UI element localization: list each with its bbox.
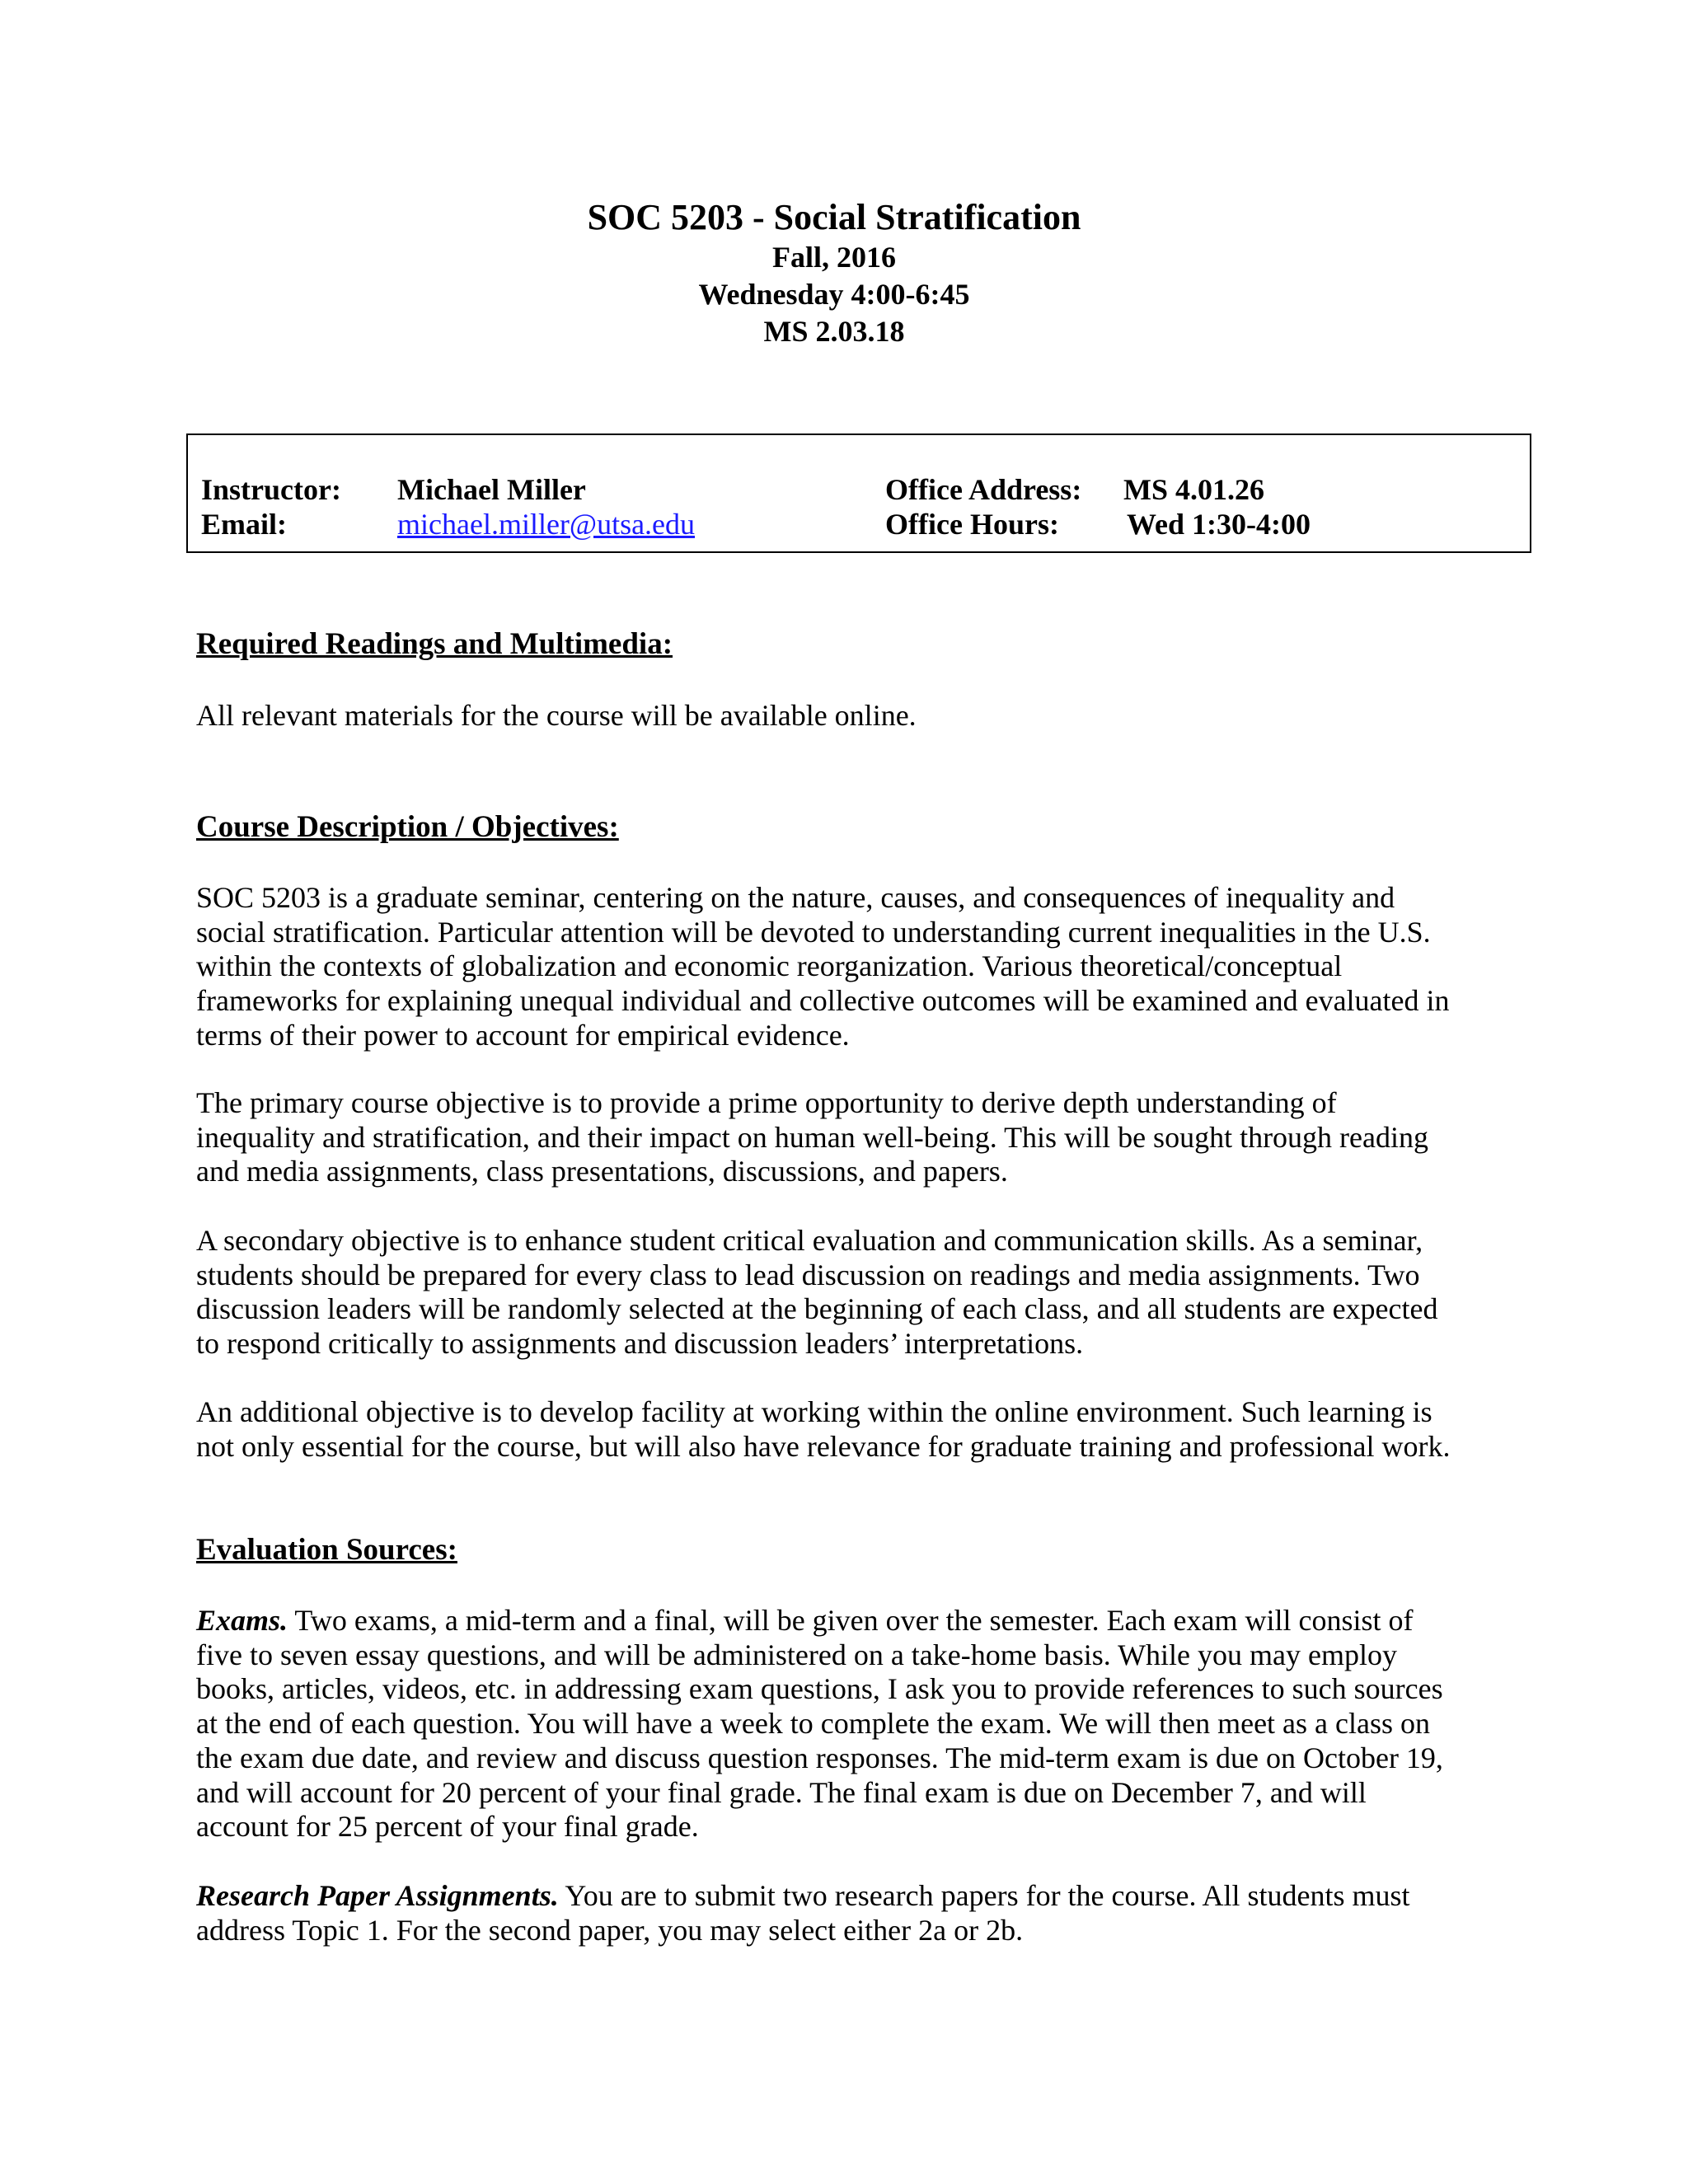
text-line: books, articles, videos, etc. in addressing exam questions, I ask you to provide references to such sources bbox=[196, 1672, 1443, 1706]
text-line: frameworks for explaining unequal individual and collective outcomes will be examined and evaluated in bbox=[196, 984, 1450, 1018]
email-label: Email: bbox=[201, 508, 287, 541]
text-line: account for 25 percent of your final grade. bbox=[196, 1810, 699, 1844]
info-row-instructor bbox=[188, 472, 1530, 507]
course-term: Fall, 2016 bbox=[772, 241, 896, 274]
text-line bbox=[196, 1879, 1498, 1914]
research-paragraph bbox=[196, 1879, 1498, 1947]
text-line: The primary course objective is to provide a prime opportunity to derive depth understanding of bbox=[196, 1086, 1337, 1119]
instructor-info-box bbox=[186, 434, 1531, 553]
text-line: SOC 5203 is a graduate seminar, centering on the nature, causes, and consequences of inequality and bbox=[196, 881, 1395, 914]
office-hours-label: Office Hours: bbox=[885, 508, 1059, 541]
office-hours-value: Wed 1:30-4:00 bbox=[1127, 508, 1311, 541]
description-section bbox=[196, 809, 1498, 846]
instructor-name: Michael Miller bbox=[397, 473, 586, 506]
readings-section bbox=[196, 626, 1498, 663]
exams-first-line: Two exams, a mid-term and a final, will be given over the semester. Each exam will consist of bbox=[288, 1604, 1414, 1637]
research-first-line: You are to submit two research papers for the course. All students must bbox=[558, 1879, 1410, 1912]
course-schedule: Wednesday 4:00-6:45 bbox=[698, 278, 970, 311]
readings-text: All relevant materials for the course will be available online. bbox=[196, 699, 917, 732]
exams-paragraph bbox=[196, 1604, 1498, 1844]
office-address-value: MS 4.01.26 bbox=[1123, 473, 1264, 506]
description-paragraph-3 bbox=[196, 1224, 1498, 1361]
text-line: terms of their power to account for empirical evidence. bbox=[196, 1018, 850, 1052]
text-line: not only essential for the course, but will also have relevance for graduate training and professional work. bbox=[196, 1429, 1451, 1463]
info-row-email bbox=[188, 507, 1530, 541]
email-link[interactable]: michael.miller@utsa.edu bbox=[397, 508, 696, 541]
description-heading: Course Description / Objectives: bbox=[196, 810, 619, 844]
exams-lead: Exams. bbox=[196, 1604, 288, 1637]
research-lead: Research Paper Assignments. bbox=[196, 1879, 559, 1912]
text-line bbox=[196, 1604, 1498, 1638]
course-header bbox=[0, 196, 1668, 350]
text-line: five to seven essay questions, and will be administered on a take-home basis. While you may employ bbox=[196, 1638, 1397, 1671]
course-title: SOC 5203 - Social Stratification bbox=[587, 197, 1081, 237]
description-paragraph-4 bbox=[196, 1395, 1498, 1464]
text-line: social stratification. Particular attention will be devoted to understanding current inequalities in the U.S. bbox=[196, 915, 1431, 949]
description-paragraph-1 bbox=[196, 881, 1498, 1053]
office-address-label: Office Address: bbox=[885, 473, 1082, 506]
text-line: students should be prepared for every class to lead discussion on readings and media assignments. Two bbox=[196, 1258, 1420, 1291]
evaluation-section bbox=[196, 1532, 1498, 1568]
description-paragraph-2 bbox=[196, 1086, 1498, 1189]
text-line: the exam due date, and review and discuss question responses. The mid-term exam is due on October 19, bbox=[196, 1741, 1443, 1774]
evaluation-heading: Evaluation Sources: bbox=[196, 1533, 457, 1567]
instructor-label: Instructor: bbox=[201, 473, 341, 506]
text-line: address Topic 1. For the second paper, you may select either 2a or 2b. bbox=[196, 1913, 1024, 1947]
text-line: and media assignments, class presentations, discussions, and papers. bbox=[196, 1155, 1008, 1188]
course-room: MS 2.03.18 bbox=[763, 315, 905, 348]
text-line: A secondary objective is to enhance student critical evaluation and communication skills. As a seminar, bbox=[196, 1224, 1423, 1257]
readings-heading: Required Readings and Multimedia: bbox=[196, 627, 673, 661]
text-line: inequality and stratification, and their impact on human well-being. This will be sought through reading bbox=[196, 1120, 1429, 1154]
text-line: within the contexts of globalization and economic reorganization. Various theoretical/conceptual bbox=[196, 949, 1343, 983]
readings-body bbox=[196, 699, 1498, 733]
text-line: to respond critically to assignments and discussion leaders’ interpretations. bbox=[196, 1327, 1084, 1361]
text-line: discussion leaders will be randomly selected at the beginning of each class, and all students are expected bbox=[196, 1292, 1438, 1326]
text-line: at the end of each question. You will have a week to complete the exam. We will then meet as a class on bbox=[196, 1707, 1431, 1741]
text-line: An additional objective is to develop facility at working within the online environment. Such learning is bbox=[196, 1395, 1432, 1428]
text-line: and will account for 20 percent of your final grade. The final exam is due on December 7, and will bbox=[196, 1775, 1367, 1809]
